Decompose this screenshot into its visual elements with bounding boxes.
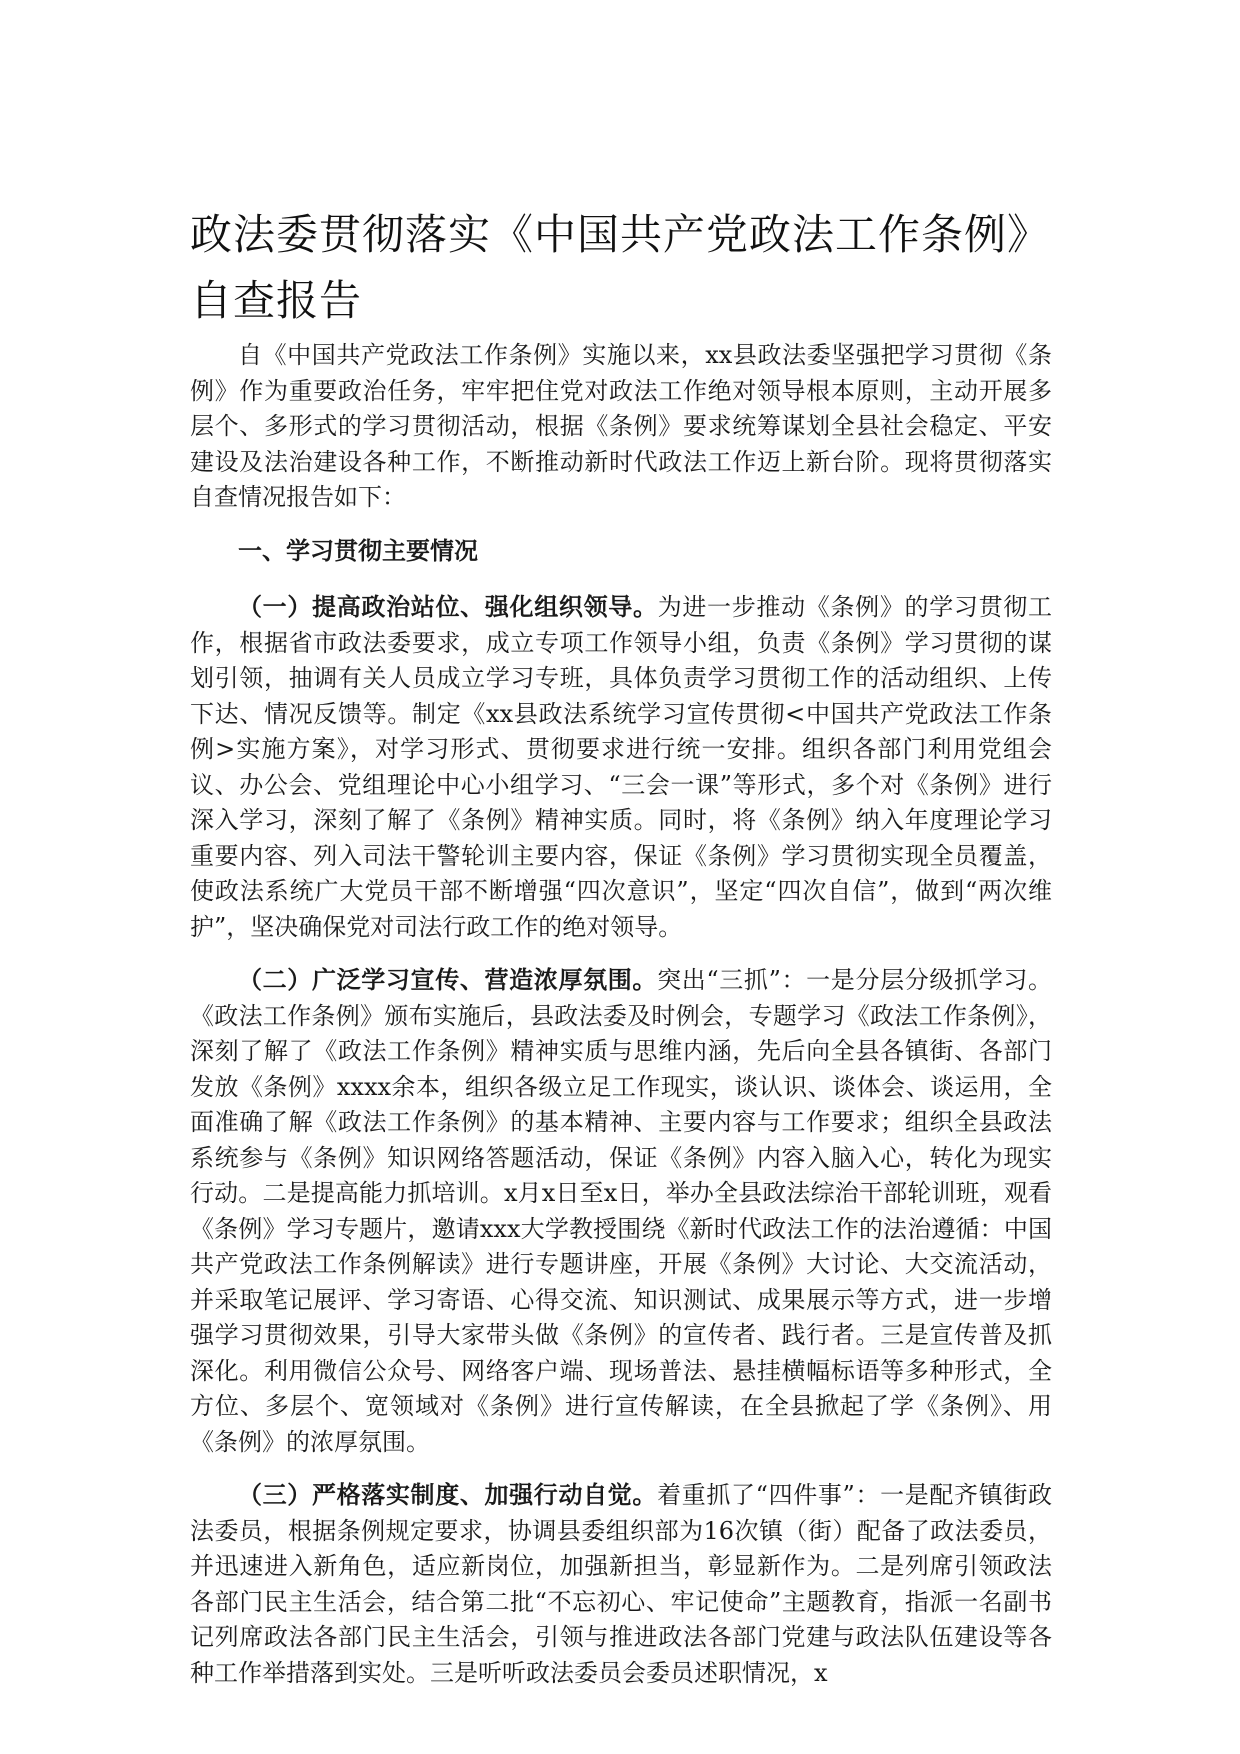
- intro-paragraph: 自《中国共产党政法工作条例》实施以来，xx县政法委坚强把学习贯彻《条例》作为重要政治任务，牢牢把住党对政法工作绝对领导根本原则，主动开展多层个、多形式的学习贯彻活动，根据《条例》要求统筹谋划全县社会稳定、平安建设及法治建设各种工作，不断推动新时代政法工作迈上新台阶。现将贯彻落实自查情况报告如下：: [190, 341, 1052, 511]
- document-title: 政法委贯彻落实《中国共产党政法工作条例》自查报告: [190, 210, 1051, 325]
- paragraph-1-text: 为进一步推动《条例》的学习贯彻工作，根据省市政法委要求，成立专项工作领导小组，负责《条例》学习贯彻的谋划引领，抽调有关人员成立学习专班，具体负责学习贯彻工作的活动组织、上传下达、情况反馈等。制定《xx县政法系统学习宣传贯彻<中国共产党政法工作条例>实施方案》，对学习形式、贯彻要求进行统一安排。组织各部门利用党组会议、办公会、党组理论中心小组学习、“三会一课”等形式，多个对《条例》进行深入学习，深刻了解了《条例》精神实质。同时，将《条例》纳入年度理论学习重要内容、列入司法干警轮训主要内容，保证《条例》学习贯彻实现全员覆盖，使政法系统广大党员干部不断增强“四次意识”，坚定“四次自信”，做到“两次维护”，坚决确保党对司法行政工作的绝对领导。: [190, 593, 1052, 941]
- paragraph-1: [190, 589, 1052, 945]
- paragraph-3: [190, 1477, 1052, 1691]
- paragraph-3-lead: （三）严格落实制度、加强行动自觉。: [238, 1480, 658, 1509]
- paragraph-2-text: 突出“三抓”：一是分层分级抓学习。《政法工作条例》颁布实施后，县政法委及时例会，专题学习《政法工作条例》，深刻了解了《政法工作条例》精神实质与思维内涵，先后向全县各镇街、各部门发放《条例》xxxx余本，组织各级立足工作现实，谈认识、谈体会、谈运用，全面准确了解《政法工作条例》的基本精神、主要内容与工作要求；组织全县政法系统参与《条例》知识网络答题活动，保证《条例》内容入脑入心，转化为现实行动。二是提高能力抓培训。x月x日至x日，举办全县政法综治干部轮训班，观看《条例》学习专题片，邀请xxx大学教授围绕《新时代政法工作的法治遵循：中国共产党政法工作条例解读》进行专题讲座，开展《条例》大讨论、大交流活动，并采取笔记展评、学习寄语、心得交流、知识测试、成果展示等方式，进一步增强学习贯彻效果，引导大家带头做《条例》的宣传者、践行者。三是宣传普及抓深化。利用微信公众号、网络客户端、现场普法、悬挂横幅标语等多种形式，全方位、多层个、宽领域对《条例》进行宣传解读，在全县掀起了学《条例》、用《条例》的浓厚氛围。: [190, 966, 1053, 1456]
- section-heading-1: 一、学习贯彻主要情况: [238, 535, 478, 565]
- paragraph-3-text: 着重抓了“四件事”：一是配齐镇街政法委员，根据条例规定要求，协调县委组织部为16次镇（街）配备了政法委员，并迅速进入新角色，适应新岗位，加强新担当，彰显新作为。二是列席引领政法各部门民主生活会，结合第二批“不忘初心、牢记使命”主题教育，指派一名副书记列席政法各部门民主生活会，引领与推进政法各部门党建与政法队伍建设等各种工作举措落到实处。三是听听政法委员会委员述职情况，x: [190, 1481, 1053, 1687]
- paragraph-1-lead: （一）提高政治站位、强化组织领导。: [238, 592, 658, 621]
- paragraph-2: [190, 962, 1052, 1460]
- document-body: [190, 338, 1052, 1708]
- paragraph-2-lead: （二）广泛学习宣传、营造浓厚氛围。: [238, 965, 658, 994]
